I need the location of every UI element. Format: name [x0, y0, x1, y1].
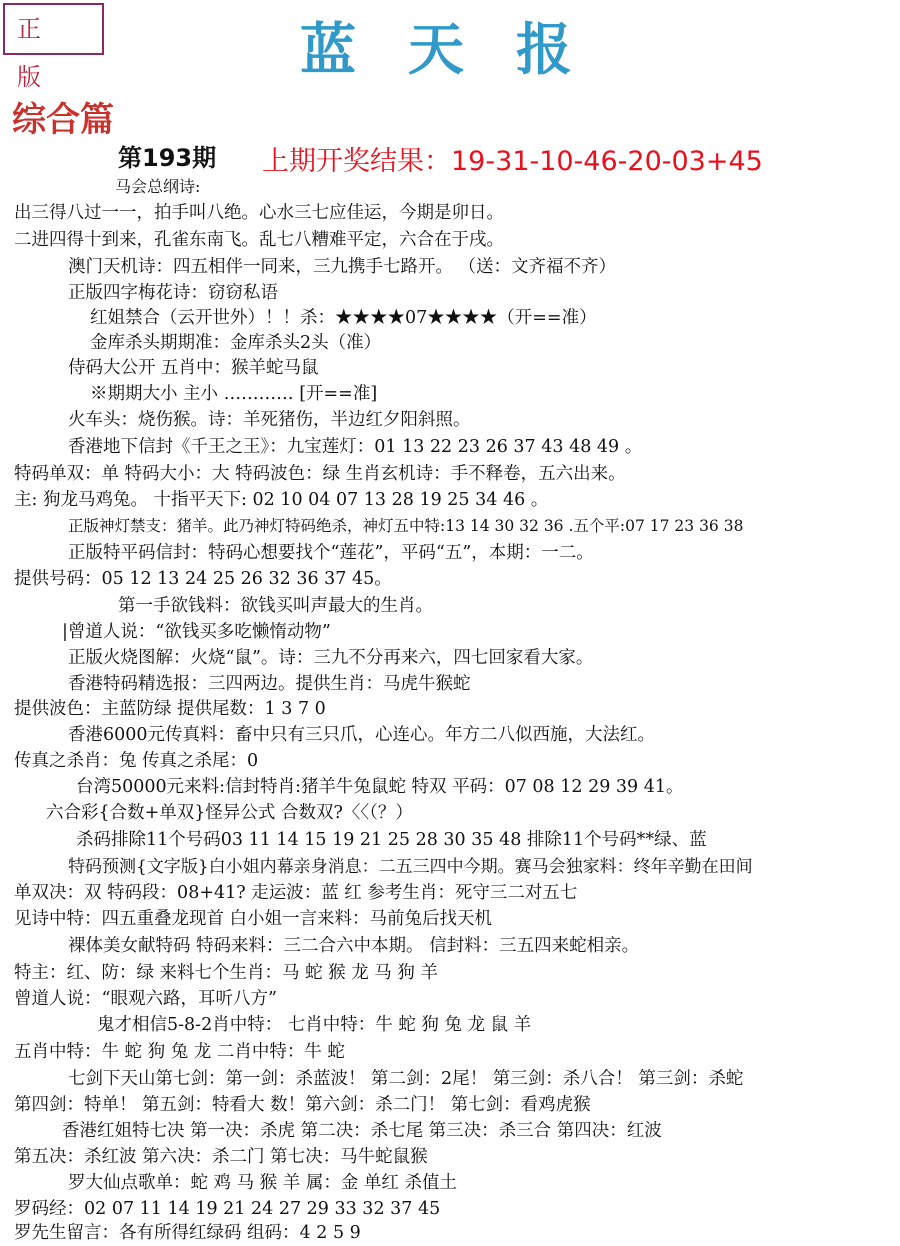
text-line: 曾道人说：“眼观六路，耳听八方” [14, 989, 277, 1009]
text-line: 裸体美女献特码 特码来料：三二合六中本期。 信封料：三五四来蛇相亲。 [68, 936, 640, 956]
text-line: 提供波色：主蓝防绿 提供尾数：1 3 7 0 [14, 699, 326, 719]
text-line: 五肖中特：牛 蛇 狗 兔 龙 二肖中特：牛 蛇 [14, 1042, 345, 1062]
text-line: |曾道人说：“欲钱买多吃懒惰动物” [62, 622, 331, 642]
text-line: 特主：红、防：绿 来料七个生肖：马 蛇 猴 龙 马 狗 羊 [14, 963, 438, 983]
text-line: 单双决：双 特码段：08+41? 走运波：蓝 红 参考生肖：死守三二对五七 [14, 883, 578, 903]
text-line: 正版四字梅花诗：窃窃私语 [68, 283, 278, 303]
text-line: 台湾50000元来料:信封特肖:猪羊牛兔鼠蛇 特双 平码：07 08 12 29 39 41。 [76, 777, 684, 797]
text-line: 侍码大公开 五肖中：猴羊蛇马鼠 [68, 358, 319, 378]
section-title: 综合篇 [12, 100, 114, 140]
genuine-stamp: 正 版 [3, 3, 104, 55]
text-line: 特码单双：单 特码大小：大 特码波色：绿 生肖玄机诗：手不释卷，五六出来。 [14, 464, 626, 484]
text-line: 正版神灯禁支：猪羊。此乃神灯特码绝杀，神灯五中特:13 14 30 32 36 .五个平:07 17 23 36 38 [68, 517, 744, 535]
last-draw-result: 上期开奖结果：19-31-10-46-20-03+45 [262, 146, 763, 177]
text-line: 鬼才相信5-8-2肖中特： 七肖中特：牛 蛇 狗 兔 龙 鼠 羊 [97, 1015, 532, 1035]
text-line: ※期期大小 主小 ………… [开==准] [90, 384, 378, 404]
text-line: 正版特平码信封：特码心想要找个“莲花”，平码“五”，本期：一二。 [68, 543, 594, 563]
text-line: 第一手欲钱料：欲钱买叫声最大的生肖。 [118, 596, 433, 616]
text-line: 马会总纲诗: [115, 177, 201, 196]
text-line: 红姐禁合（云开世外）！！杀：★★★★07★★★★（开==准） [90, 308, 597, 328]
text-line: 杀码排除11个号码03 11 14 15 19 21 25 28 30 35 48 排除11个号码**绿、蓝 [76, 830, 707, 850]
masthead-title: 蓝天报 [300, 18, 624, 83]
text-line: 第五决：杀红波 第六决：杀二门 第七决：马牛蛇鼠猴 [14, 1147, 428, 1167]
text-line: 火车头：烧伤猴。诗：羊死猪伤，半边红夕阳斜照。 [68, 410, 471, 430]
text-line: 正版火烧图解：火烧“鼠”。诗：三九不分再来六，四七回家看大家。 [68, 648, 594, 668]
text-line: 提供号码：05 12 13 24 25 26 32 36 37 45。 [14, 569, 392, 589]
text-line: 第四剑：特单！ 第五剑：特看大 数！第六剑：杀二门！ 第七剑：看鸡虎猴 [14, 1095, 591, 1115]
issue-number: 第193期 [118, 144, 217, 172]
text-line: 香港红姐特七决 第一决：杀虎 第二决：杀七尾 第三决：杀三合 第四决：红波 [62, 1121, 662, 1141]
text-line: 主: 狗龙马鸡兔。 十指平天下: 02 10 04 07 13 28 19 25 34 46 。 [14, 490, 549, 510]
text-line: 七剑下天山第七剑：第一剑：杀蓝波！ 第二剑：2尾！ 第三剑：杀八合！ 第三剑：杀蛇 [68, 1069, 744, 1089]
text-line: 香港地下信封《千王之王》：九宝莲灯：01 13 22 23 26 37 43 48 49 。 [68, 437, 643, 457]
text-line: 罗大仙点歌单：蛇 鸡 马 猴 羊 属：金 单红 杀值土 [68, 1173, 457, 1193]
text-line: 金库杀头期期准：金库杀头2头（准） [90, 333, 382, 353]
text-line: 香港特码精选报：三四两边。提供生肖：马虎牛猴蛇 [68, 674, 471, 694]
text-line: 见诗中特：四五重叠龙现首 白小姐一言来料：马前兔后找天机 [14, 909, 493, 929]
text-line: 罗码经：02 07 11 14 19 21 24 27 29 33 32 37 45 [14, 1199, 441, 1219]
text-line: 澳门天机诗：四五相伴一同来，三九携手七路开。 （送：文齐福不齐） [68, 257, 617, 277]
text-line: 罗先生留言：各有所得红绿码 组码：4 2 5 9 [14, 1223, 361, 1243]
text-line: 香港6000元传真料：畜中只有三只爪，心连心。年方二八似西施，大法红。 [68, 725, 656, 745]
text-line: 六合彩{合数+单双}怪异公式 合数双?〈〈（？） [46, 803, 413, 823]
text-line: 二进四得十到来，孔雀东南飞。乱七八糟难平定，六合在于戌。 [14, 230, 504, 250]
text-line: 传真之杀肖：兔 传真之杀尾：0 [14, 751, 259, 771]
text-line: 特码预测{文字版}白小姐内幕亲身消息：二五三四中今期。赛马会独家料：终年辛勤在田间 [68, 857, 753, 877]
text-line: 出三得八过一一，拍手叫八绝。心水三七应佳运，今期是卯日。 [14, 203, 504, 223]
